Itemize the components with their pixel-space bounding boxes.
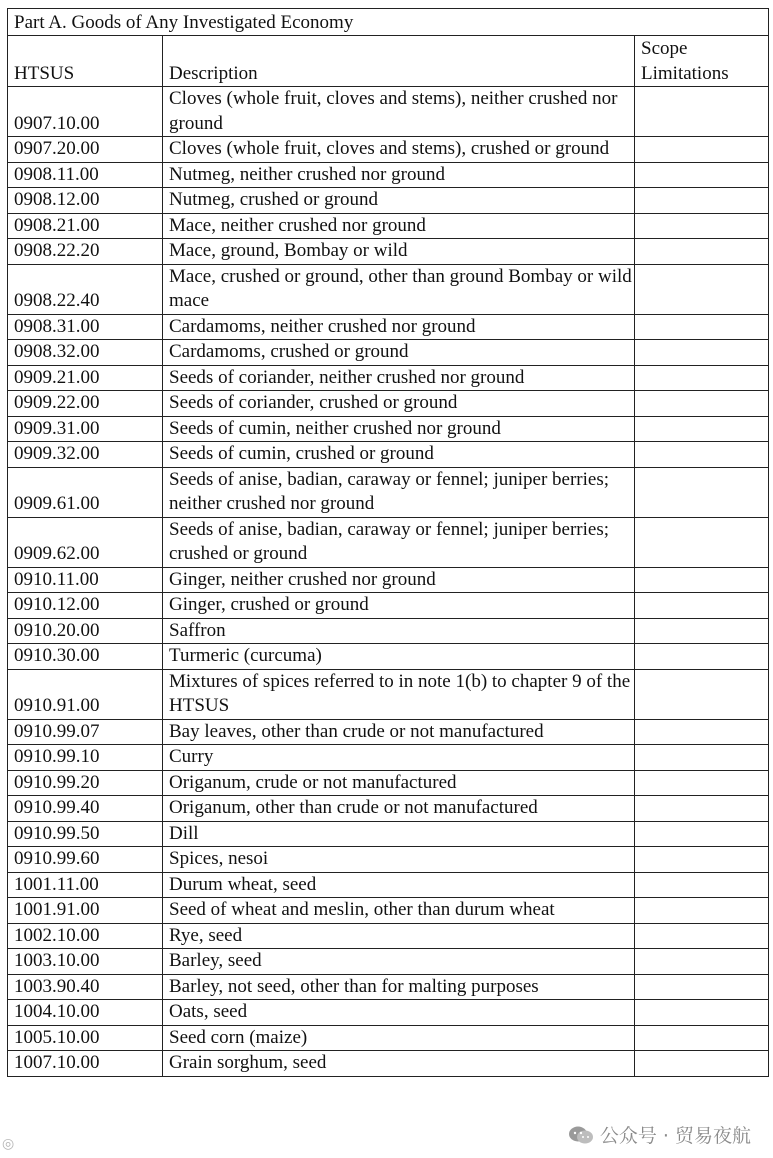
htsus-code-cell: 0908.22.20: [8, 239, 163, 265]
htsus-code-cell: 0910.99.60: [8, 847, 163, 873]
description-cell: Spices, nesoi: [163, 847, 635, 873]
htsus-code-cell: 1004.10.00: [8, 1000, 163, 1026]
htsus-code-cell: 0908.12.00: [8, 188, 163, 214]
title-row: [8, 9, 769, 36]
description-cell: Ginger, crushed or ground: [163, 593, 635, 619]
table-row: [8, 872, 769, 898]
description-cell: Dill: [163, 821, 635, 847]
description-cell: Turmeric (curcuma): [163, 644, 635, 670]
scope-cell: [635, 949, 769, 975]
description-cell: Oats, seed: [163, 1000, 635, 1026]
header-row: [8, 36, 769, 87]
table-row: [8, 1000, 769, 1026]
scope-cell: [635, 898, 769, 924]
scope-cell: [635, 593, 769, 619]
description-cell: Barley, seed: [163, 949, 635, 975]
htsus-code-cell: 1003.90.40: [8, 974, 163, 1000]
htsus-code-cell: 0910.91.00: [8, 669, 163, 719]
table-row: [8, 898, 769, 924]
htsus-code-cell: 0909.31.00: [8, 416, 163, 442]
description-cell: Cardamoms, neither crushed nor ground: [163, 314, 635, 340]
table-row: [8, 391, 769, 417]
table-row: [8, 618, 769, 644]
table-row: [8, 949, 769, 975]
description-cell: Bay leaves, other than crude or not manufactured: [163, 719, 635, 745]
description-cell: Origanum, crude or not manufactured: [163, 770, 635, 796]
scope-cell: [635, 821, 769, 847]
htsus-code-cell: 0907.20.00: [8, 137, 163, 163]
table-row: [8, 314, 769, 340]
scope-cell: [635, 365, 769, 391]
htsus-code-cell: 1007.10.00: [8, 1051, 163, 1077]
description-cell: Mace, crushed or ground, other than ground Bombay or wild mace: [163, 264, 635, 314]
scope-cell: [635, 467, 769, 517]
htsus-code-cell: 0910.99.40: [8, 796, 163, 822]
description-cell: Seeds of anise, badian, caraway or fennel; juniper berries; neither crushed nor ground: [163, 467, 635, 517]
table-row: [8, 517, 769, 567]
htsus-code-cell: 1005.10.00: [8, 1025, 163, 1051]
htsus-code-cell: 0910.11.00: [8, 567, 163, 593]
watermark: [568, 1121, 751, 1148]
htsus-code-cell: 0907.10.00: [8, 87, 163, 137]
header-htsus: HTSUS: [8, 36, 163, 87]
table-row: [8, 442, 769, 468]
scope-cell: [635, 137, 769, 163]
header-description: Description: [163, 36, 635, 87]
htsus-code-cell: 0908.22.40: [8, 264, 163, 314]
table-row: [8, 745, 769, 771]
scope-cell: [635, 87, 769, 137]
description-cell: Barley, not seed, other than for malting purposes: [163, 974, 635, 1000]
table-row: [8, 213, 769, 239]
scope-cell: [635, 669, 769, 719]
table-row: [8, 264, 769, 314]
table-row: [8, 821, 769, 847]
table-row: [8, 669, 769, 719]
scope-cell: [635, 239, 769, 265]
wechat-icon: [568, 1125, 594, 1145]
scope-cell: [635, 974, 769, 1000]
part-title: Part A. Goods of Any Investigated Economy: [8, 9, 769, 36]
description-cell: Cloves (whole fruit, cloves and stems), crushed or ground: [163, 137, 635, 163]
scope-cell: [635, 745, 769, 771]
table-row: [8, 796, 769, 822]
table-row: [8, 1051, 769, 1077]
scope-cell: [635, 1025, 769, 1051]
scope-cell: [635, 770, 769, 796]
scope-cell: [635, 442, 769, 468]
description-cell: Seeds of cumin, crushed or ground: [163, 442, 635, 468]
htsus-code-cell: 0910.20.00: [8, 618, 163, 644]
htsus-code-cell: 0910.30.00: [8, 644, 163, 670]
table-row: [8, 162, 769, 188]
table-row: [8, 239, 769, 265]
description-cell: Cloves (whole fruit, cloves and stems), neither crushed nor ground: [163, 87, 635, 137]
description-cell: Seed corn (maize): [163, 1025, 635, 1051]
scope-cell: [635, 847, 769, 873]
scope-cell: [635, 872, 769, 898]
htsus-table: [7, 8, 769, 1077]
description-cell: Ginger, neither crushed nor ground: [163, 567, 635, 593]
description-cell: Seeds of anise, badian, caraway or fennel; juniper berries; crushed or ground: [163, 517, 635, 567]
table-row: [8, 567, 769, 593]
table-row: [8, 137, 769, 163]
description-cell: Cardamoms, crushed or ground: [163, 340, 635, 366]
description-cell: Durum wheat, seed: [163, 872, 635, 898]
scope-cell: [635, 391, 769, 417]
table-row: [8, 644, 769, 670]
htsus-code-cell: 1001.11.00: [8, 872, 163, 898]
htsus-code-cell: 0908.32.00: [8, 340, 163, 366]
scope-cell: [635, 1051, 769, 1077]
scope-cell: [635, 796, 769, 822]
watermark-text: 公众号 · 贸易夜航: [599, 1125, 751, 1147]
scope-cell: [635, 162, 769, 188]
scope-cell: [635, 567, 769, 593]
htsus-code-cell: 0910.99.20: [8, 770, 163, 796]
table-row: [8, 87, 769, 137]
table-body: [8, 87, 769, 1077]
htsus-code-cell: 1001.91.00: [8, 898, 163, 924]
htsus-code-cell: 0908.11.00: [8, 162, 163, 188]
htsus-code-cell: 0909.21.00: [8, 365, 163, 391]
htsus-code-cell: 1002.10.00: [8, 923, 163, 949]
description-cell: Grain sorghum, seed: [163, 1051, 635, 1077]
scope-cell: [635, 314, 769, 340]
description-cell: Curry: [163, 745, 635, 771]
htsus-code-cell: 0910.99.10: [8, 745, 163, 771]
table-row: [8, 467, 769, 517]
scope-cell: [635, 1000, 769, 1026]
description-cell: Nutmeg, crushed or ground: [163, 188, 635, 214]
description-cell: Seeds of coriander, neither crushed nor ground: [163, 365, 635, 391]
description-cell: Rye, seed: [163, 923, 635, 949]
description-cell: Mixtures of spices referred to in note 1(b) to chapter 9 of the HTSUS: [163, 669, 635, 719]
htsus-code-cell: 0910.12.00: [8, 593, 163, 619]
scope-cell: [635, 923, 769, 949]
table-row: [8, 340, 769, 366]
table-row: [8, 1025, 769, 1051]
htsus-code-cell: 0910.99.50: [8, 821, 163, 847]
description-cell: Mace, neither crushed nor ground: [163, 213, 635, 239]
scope-cell: [635, 719, 769, 745]
htsus-code-cell: 0909.62.00: [8, 517, 163, 567]
table-row: [8, 974, 769, 1000]
description-cell: Origanum, other than crude or not manufactured: [163, 796, 635, 822]
table-row: [8, 923, 769, 949]
description-cell: Seeds of cumin, neither crushed nor ground: [163, 416, 635, 442]
table-row: [8, 188, 769, 214]
htsus-code-cell: 0908.31.00: [8, 314, 163, 340]
scope-cell: [635, 264, 769, 314]
scope-cell: [635, 618, 769, 644]
description-cell: Seeds of coriander, crushed or ground: [163, 391, 635, 417]
description-cell: Nutmeg, neither crushed nor ground: [163, 162, 635, 188]
table-row: [8, 847, 769, 873]
scope-cell: [635, 340, 769, 366]
scope-cell: [635, 644, 769, 670]
htsus-code-cell: 1003.10.00: [8, 949, 163, 975]
watermark-faint: ◎: [2, 1136, 15, 1152]
scope-cell: [635, 213, 769, 239]
htsus-code-cell: 0910.99.07: [8, 719, 163, 745]
header-scope-limitations: Scope Limitations: [635, 36, 769, 87]
description-cell: Seed of wheat and meslin, other than durum wheat: [163, 898, 635, 924]
table-row: [8, 770, 769, 796]
htsus-code-cell: 0909.32.00: [8, 442, 163, 468]
htsus-code-cell: 0909.22.00: [8, 391, 163, 417]
table-row: [8, 416, 769, 442]
table-row: [8, 365, 769, 391]
table-row: [8, 593, 769, 619]
scope-cell: [635, 517, 769, 567]
description-cell: Saffron: [163, 618, 635, 644]
htsus-code-cell: 0908.21.00: [8, 213, 163, 239]
scope-cell: [635, 416, 769, 442]
table-row: [8, 719, 769, 745]
scope-cell: [635, 188, 769, 214]
htsus-code-cell: 0909.61.00: [8, 467, 163, 517]
description-cell: Mace, ground, Bombay or wild: [163, 239, 635, 265]
